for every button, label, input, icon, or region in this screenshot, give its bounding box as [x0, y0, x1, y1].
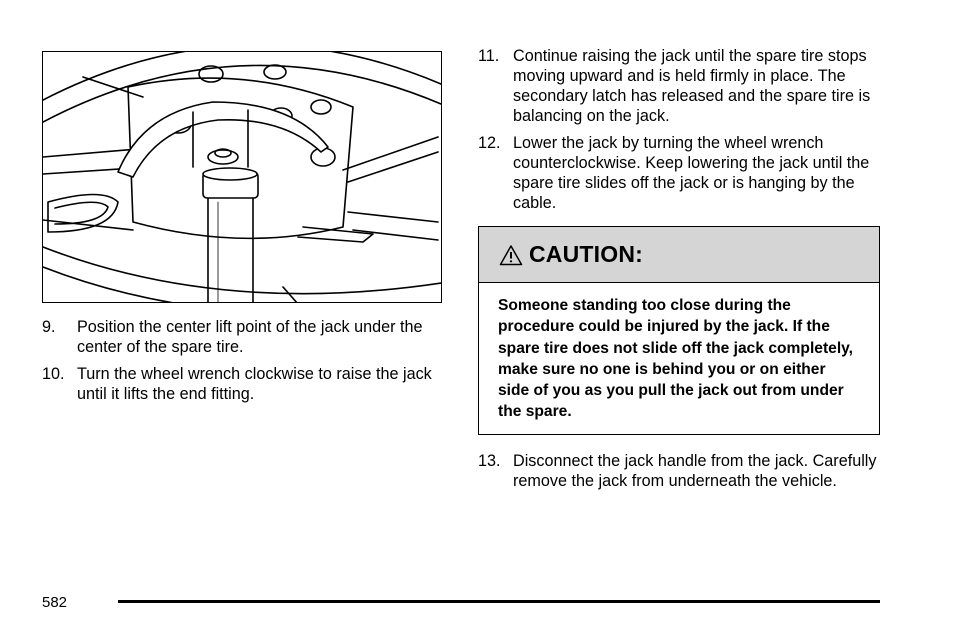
- steps-list-right-top: [478, 46, 878, 220]
- caution-box: [478, 226, 880, 435]
- step-number: 12.: [478, 134, 501, 152]
- step-text: Position the center lift point of the jack under the center of the spare tire.: [77, 318, 423, 356]
- step-text: Lower the jack by turning the wheel wrench counterclockwise. Keep lowering the jack until the spare tire slides off the jack or is hanging by the cable.: [513, 134, 870, 212]
- step-text: Disconnect the jack handle from the jack. Carefully remove the jack from underneath the vehicle.: [513, 452, 877, 490]
- warning-triangle-icon: [499, 244, 523, 266]
- step-number: 11.: [478, 47, 500, 65]
- steps-list-left: [42, 317, 442, 411]
- step-text: Turn the wheel wrench clockwise to raise the jack until it lifts the end fitting.: [77, 365, 432, 403]
- footer-rule: [118, 600, 880, 603]
- list-item: [478, 46, 878, 126]
- step-number: 13.: [478, 452, 501, 470]
- list-item: [42, 317, 442, 357]
- step-text: Continue raising the jack until the spare tire stops moving upward and is held firmly in place. The secondary latch has released and the spare tire is balancing on the jack.: [513, 47, 871, 125]
- step-number: 10.: [42, 365, 65, 383]
- spare-tire-jack-illustration: [42, 51, 442, 303]
- list-item: [478, 133, 878, 213]
- caution-title: CAUTION:: [529, 241, 644, 267]
- step-number: 9.: [42, 318, 56, 336]
- page-number: 582: [42, 594, 68, 611]
- list-item: [478, 451, 878, 491]
- caution-text: Someone standing too close during the procedure could be injured by the jack. If the spare tire does not slide off the jack completely, make sure no one is behind you or on either side of you as you pull the jack out from under the spare.: [498, 297, 854, 421]
- list-item: [42, 364, 442, 404]
- caution-header: [479, 227, 879, 283]
- steps-list-right-bottom: [478, 451, 878, 498]
